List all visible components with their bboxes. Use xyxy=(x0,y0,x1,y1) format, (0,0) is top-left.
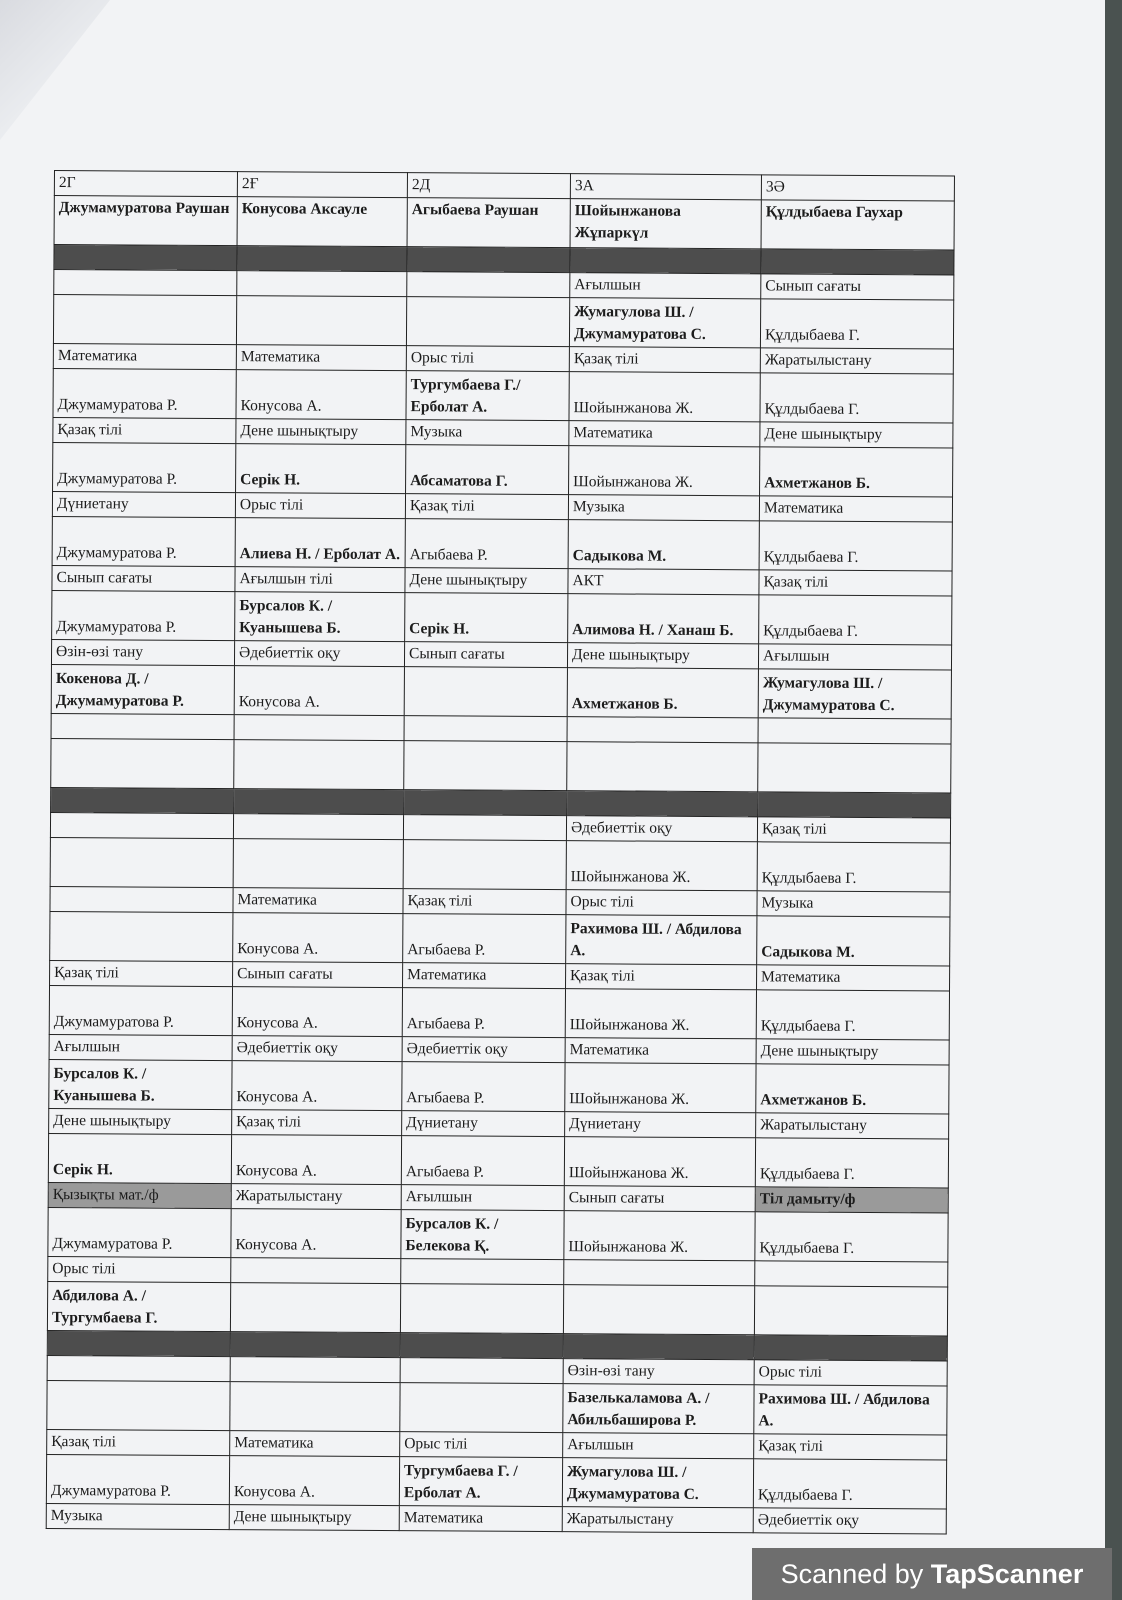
teacher-cell: Бурсалов К. / Белекова Қ. xyxy=(401,1210,564,1260)
teacher-cell: Құлдыбаева Г. xyxy=(760,373,953,423)
teacher-row xyxy=(51,738,951,792)
separator-cell xyxy=(761,249,954,275)
subject-cell: Дене шынықтыру xyxy=(405,568,568,594)
teacher-cell: Джумамуратова Р. xyxy=(53,442,236,492)
teacher-cell: Құлдыбаева Г. xyxy=(759,595,952,645)
teacher-cell: Джумамуратова Р. xyxy=(52,516,235,566)
teacher-row xyxy=(50,911,950,965)
subject-cell: Қазақ тілі xyxy=(403,889,566,915)
subject-cell: Қазақ тілі xyxy=(569,347,760,373)
subject-cell: Қазақ тілі xyxy=(53,417,236,443)
teacher-row xyxy=(53,442,953,496)
teacher-cell: Рахимова Ш. / Абдилова А. xyxy=(566,915,757,965)
subject-cell xyxy=(407,272,570,298)
teacher-cell xyxy=(403,840,566,890)
teacher-cell: Шойынжанова Ж. xyxy=(565,989,756,1039)
teacher-cell xyxy=(400,1383,563,1433)
scanner-watermark xyxy=(752,1548,1112,1600)
separator-cell xyxy=(237,246,407,272)
teacher-cell xyxy=(400,1284,563,1334)
subject-cell xyxy=(50,886,233,912)
subject-cell: Сынып сағаты xyxy=(564,1186,755,1212)
subject-cell xyxy=(51,713,234,739)
teacher-cell: Садыкова М. xyxy=(757,916,950,966)
teacher-cell: Алиева Н. / Ерболат А. xyxy=(235,518,405,568)
teacher-cell: Абсаматова Г. xyxy=(406,445,569,495)
teacher-header-row xyxy=(54,196,954,250)
class-cell: 2Г xyxy=(54,171,237,197)
teacher-cell: Конусова Аксауле xyxy=(237,197,407,247)
teacher-cell: Шойынжанова Ж. xyxy=(565,1063,756,1113)
teacher-cell: Шойынжанова Ж. xyxy=(566,841,757,891)
watermark-prefix: Scanned by xyxy=(780,1559,924,1589)
subject-cell: Қазақ тілі xyxy=(754,1434,947,1460)
subject-cell: Математика xyxy=(403,963,566,989)
teacher-cell: Конусова А. xyxy=(234,666,404,716)
subject-row xyxy=(46,1503,946,1533)
teacher-cell: Садыкова М. xyxy=(568,520,759,570)
teacher-cell xyxy=(230,1382,400,1432)
teacher-cell: Құлдыбаева Г. xyxy=(756,990,949,1040)
subject-cell: Қазақ тілі xyxy=(50,960,233,986)
separator-cell xyxy=(47,1330,230,1356)
subject-cell: Математика xyxy=(565,1038,756,1064)
teacher-cell xyxy=(50,837,233,887)
teacher-cell xyxy=(47,1380,230,1430)
subject-cell xyxy=(237,271,407,297)
subject-cell: Орыс тілі xyxy=(400,1432,563,1458)
teacher-cell xyxy=(236,296,406,346)
teacher-cell: Тургумбаева Г. / Ерболат А. xyxy=(399,1457,562,1507)
teacher-cell xyxy=(50,911,233,961)
teacher-cell: Тургумбаева Г./ Ерболат А. xyxy=(406,371,569,421)
subject-cell xyxy=(755,1261,948,1287)
teacher-cell: Агыбаева Р. xyxy=(403,914,566,964)
subject-cell: Қазақ тілі xyxy=(757,817,950,843)
watermark-brand: TapScanner xyxy=(930,1559,1084,1589)
teacher-row xyxy=(52,590,952,644)
teacher-cell: Құлдыбаева Г. xyxy=(753,1459,946,1509)
subject-cell: Дене шынықтыру xyxy=(229,1505,399,1531)
subject-cell: Математика xyxy=(233,888,403,914)
subject-cell: Ағылшын тілі xyxy=(235,567,405,593)
separator-cell xyxy=(754,1335,947,1361)
subject-cell: Жаратылыстану xyxy=(231,1184,401,1210)
teacher-cell: Шойынжанова Ж. xyxy=(569,446,760,496)
teacher-cell: Базелькаламова А. / Абильбаширова Р. xyxy=(563,1384,754,1434)
teacher-cell: Конусова А. xyxy=(232,1061,402,1111)
teacher-row xyxy=(51,664,951,718)
subject-cell: Музыка xyxy=(757,891,950,917)
teacher-cell: Агыбаева Р. xyxy=(402,1062,565,1112)
subject-cell: Орыс тілі xyxy=(48,1256,231,1282)
teacher-row xyxy=(46,1454,946,1508)
subject-cell: Математика xyxy=(569,421,760,447)
subject-cell: Ағылшын xyxy=(570,273,761,299)
subject-cell: Дене шынықтыру xyxy=(49,1108,232,1134)
subject-cell: Математика xyxy=(399,1506,562,1532)
subject-cell: Қазақ тілі xyxy=(47,1429,230,1455)
teacher-row xyxy=(53,368,953,422)
subject-cell: Жаратылыстану xyxy=(562,1507,753,1533)
subject-cell xyxy=(231,1258,401,1284)
teacher-cell: Ахметжанов Б. xyxy=(567,668,758,718)
teacher-row xyxy=(49,985,949,1039)
teacher-cell: Конусова А. xyxy=(236,370,406,420)
subject-cell xyxy=(234,715,404,741)
subject-cell: Қазақ тілі xyxy=(566,964,757,990)
teacher-cell: Бурсалов К. / Куанышева Б. xyxy=(49,1059,232,1109)
subject-cell xyxy=(233,814,403,840)
teacher-cell xyxy=(563,1285,754,1335)
teacher-cell: Ахметжанов Б. xyxy=(756,1064,949,1114)
subject-cell: Сынып сағаты xyxy=(404,642,567,668)
subject-cell: Тіл дамыту/ф xyxy=(755,1187,948,1213)
teacher-cell: Серік Н. xyxy=(236,444,406,494)
subject-cell: Сынып сағаты xyxy=(233,962,403,988)
subject-cell xyxy=(564,1260,755,1286)
teacher-cell: Абдилова А. / Тургумбаева Г. xyxy=(47,1281,230,1331)
subject-cell: Әдебиеттік оқу xyxy=(232,1036,402,1062)
teacher-cell xyxy=(53,295,236,345)
teacher-cell: Джумамуратова Р. xyxy=(46,1454,229,1504)
teacher-cell: Құлдыбаева Г. xyxy=(757,842,950,892)
subject-cell: Орыс тілі xyxy=(754,1360,947,1386)
teacher-cell: Джумамуратова Р. xyxy=(52,590,235,640)
subject-cell: Орыс тілі xyxy=(566,890,757,916)
subject-cell xyxy=(50,812,233,838)
subject-cell: Дене шынықтыру xyxy=(756,1039,949,1065)
separator-cell xyxy=(51,787,234,813)
teacher-cell: Агыбаева Р. xyxy=(402,988,565,1038)
subject-cell: Әдебиеттік оқу xyxy=(566,816,757,842)
teacher-cell: Рахимова Ш. / Абдилова А. xyxy=(754,1385,947,1435)
teacher-cell: Конусова А. xyxy=(231,1209,401,1259)
subject-cell: Қазақ тілі xyxy=(759,570,952,596)
subject-cell: Ағылшын xyxy=(49,1034,232,1060)
teacher-cell: Джумамуратова Р. xyxy=(53,368,236,418)
subject-cell: Әдебиеттік оқу xyxy=(402,1037,565,1063)
subject-cell: АКТ xyxy=(568,569,759,595)
subject-cell: Әдебиеттік оқу xyxy=(234,641,404,667)
separator-cell xyxy=(758,792,951,818)
subject-cell: Математика xyxy=(759,496,952,522)
subject-cell xyxy=(403,815,566,841)
teacher-cell: Құлдыбаева Г. xyxy=(755,1138,948,1188)
teacher-cell: Бурсалов К. / Куанышева Б. xyxy=(235,592,405,642)
teacher-cell: Алимова Н. / Ханаш Б. xyxy=(568,594,759,644)
teacher-cell: Агыбаева Раушан xyxy=(407,198,570,248)
subject-cell: Музыка xyxy=(568,495,759,521)
teacher-cell: Құлдыбаева Г. xyxy=(759,521,952,571)
teacher-cell: Құлдыбаева Г. xyxy=(760,299,953,349)
subject-cell: Дене шынықтыру xyxy=(567,643,758,669)
subject-cell xyxy=(47,1355,230,1381)
teacher-cell xyxy=(51,738,234,788)
subject-cell: Математика xyxy=(757,965,950,991)
subject-cell xyxy=(54,270,237,296)
teacher-cell: Джумамуратова Раушан xyxy=(54,196,237,246)
teacher-cell: Конусова А. xyxy=(233,913,403,963)
teacher-row xyxy=(48,1207,948,1261)
teacher-row xyxy=(50,837,950,891)
teacher-cell: Джумамуратова Р. xyxy=(49,985,232,1035)
subject-cell: Дүниетану xyxy=(402,1111,565,1137)
teacher-cell: Агыбаева Р. xyxy=(405,519,568,569)
subject-cell: Музыка xyxy=(406,420,569,446)
subject-cell xyxy=(404,716,567,742)
subject-cell: Дүниетану xyxy=(565,1112,756,1138)
teacher-cell: Жумагулова Ш. / Джумамуратова С. xyxy=(758,669,951,719)
subject-cell: Математика xyxy=(53,343,236,369)
teacher-cell xyxy=(230,1283,400,1333)
subject-cell: Өзін-өзі тану xyxy=(563,1359,754,1385)
subject-cell: Сынып сағаты xyxy=(52,565,235,591)
subject-cell: Қазақ тілі xyxy=(405,494,568,520)
separator-cell xyxy=(54,245,237,271)
teacher-cell xyxy=(758,743,951,793)
teacher-cell: Шойынжанова Жұпаркүл xyxy=(570,199,761,249)
teacher-cell: Серік Н. xyxy=(48,1133,231,1183)
separator-cell xyxy=(567,791,758,817)
subject-cell: Дене шынықтыру xyxy=(236,419,406,445)
teacher-cell: Джумамуратова Р. xyxy=(48,1207,231,1257)
subject-cell: Жаратылыстану xyxy=(756,1113,949,1139)
subject-cell: Әдебиеттік оқу xyxy=(753,1508,946,1534)
subject-cell xyxy=(230,1357,400,1383)
teacher-row xyxy=(47,1380,947,1434)
separator-cell xyxy=(230,1332,400,1358)
teacher-row xyxy=(53,295,953,349)
class-cell: 2Д xyxy=(407,173,570,199)
teacher-cell: Конусова А. xyxy=(232,987,402,1037)
teacher-cell xyxy=(406,297,569,347)
teacher-cell xyxy=(404,741,567,791)
teacher-cell: Серік Н. xyxy=(405,593,568,643)
teacher-cell xyxy=(234,740,404,790)
subject-cell: Математика xyxy=(236,345,406,371)
separator-cell xyxy=(234,789,404,815)
subject-cell: Сынып сағаты xyxy=(761,274,954,300)
teacher-cell: Құлдыбаева Гаухар xyxy=(761,200,954,250)
subject-cell: Ағылшын xyxy=(563,1433,754,1459)
separator-cell xyxy=(400,1333,563,1359)
separator-cell xyxy=(404,790,567,816)
separator-cell xyxy=(407,247,570,273)
teacher-cell: Агыбаева Р. xyxy=(401,1136,564,1186)
subject-cell xyxy=(567,717,758,743)
teacher-cell: Ахметжанов Б. xyxy=(760,447,953,497)
subject-cell xyxy=(401,1259,564,1285)
teacher-row xyxy=(49,1059,949,1113)
subject-cell: Орыс тілі xyxy=(406,346,569,372)
subject-cell: Қазақ тілі xyxy=(232,1110,402,1136)
subject-cell: Ағылшын xyxy=(758,644,951,670)
subject-cell: Музыка xyxy=(46,1503,229,1529)
class-cell: 3Ә xyxy=(761,175,954,201)
teacher-row xyxy=(48,1133,948,1187)
teacher-cell xyxy=(567,742,758,792)
class-cell: 3А xyxy=(570,174,761,200)
separator-cell xyxy=(563,1334,754,1360)
teacher-cell: Жумагулова Ш. / Джумамуратова С. xyxy=(562,1458,753,1508)
teacher-cell: Шойынжанова Ж. xyxy=(564,1137,755,1187)
schedule-table xyxy=(46,170,955,1534)
teacher-cell: Жумагулова Ш. / Джумамуратова С. xyxy=(569,298,760,348)
teacher-cell: Кокенова Д. / Джумамуратова Р. xyxy=(51,664,234,714)
teacher-cell xyxy=(233,839,403,889)
subject-cell: Ағылшын xyxy=(401,1185,564,1211)
teacher-cell: Шойынжанова Ж. xyxy=(564,1211,755,1261)
subject-cell: Дене шынықтыру xyxy=(760,422,953,448)
teacher-cell: Шойынжанова Ж. xyxy=(569,372,760,422)
teacher-row xyxy=(47,1281,947,1335)
teacher-cell: Құлдыбаева Г. xyxy=(755,1212,948,1262)
subject-cell: Орыс тілі xyxy=(235,493,405,519)
teacher-cell: Конусова А. xyxy=(231,1135,401,1185)
teacher-cell xyxy=(404,667,567,717)
subject-cell: Дүниетану xyxy=(52,491,235,517)
teacher-row xyxy=(52,516,952,570)
class-cell: 2Ғ xyxy=(237,172,407,198)
subject-cell xyxy=(758,718,951,744)
teacher-cell: Конусова А. xyxy=(229,1456,399,1506)
subject-cell: Жаратылыстану xyxy=(760,348,953,374)
folded-corner xyxy=(0,0,110,140)
separator-cell xyxy=(570,248,761,274)
subject-cell: Өзін-өзі тану xyxy=(51,639,234,665)
teacher-cell xyxy=(754,1286,947,1336)
subject-cell: Математика xyxy=(230,1431,400,1457)
subject-cell xyxy=(400,1358,563,1384)
subject-cell: Қызықты мат./ф xyxy=(48,1182,231,1208)
